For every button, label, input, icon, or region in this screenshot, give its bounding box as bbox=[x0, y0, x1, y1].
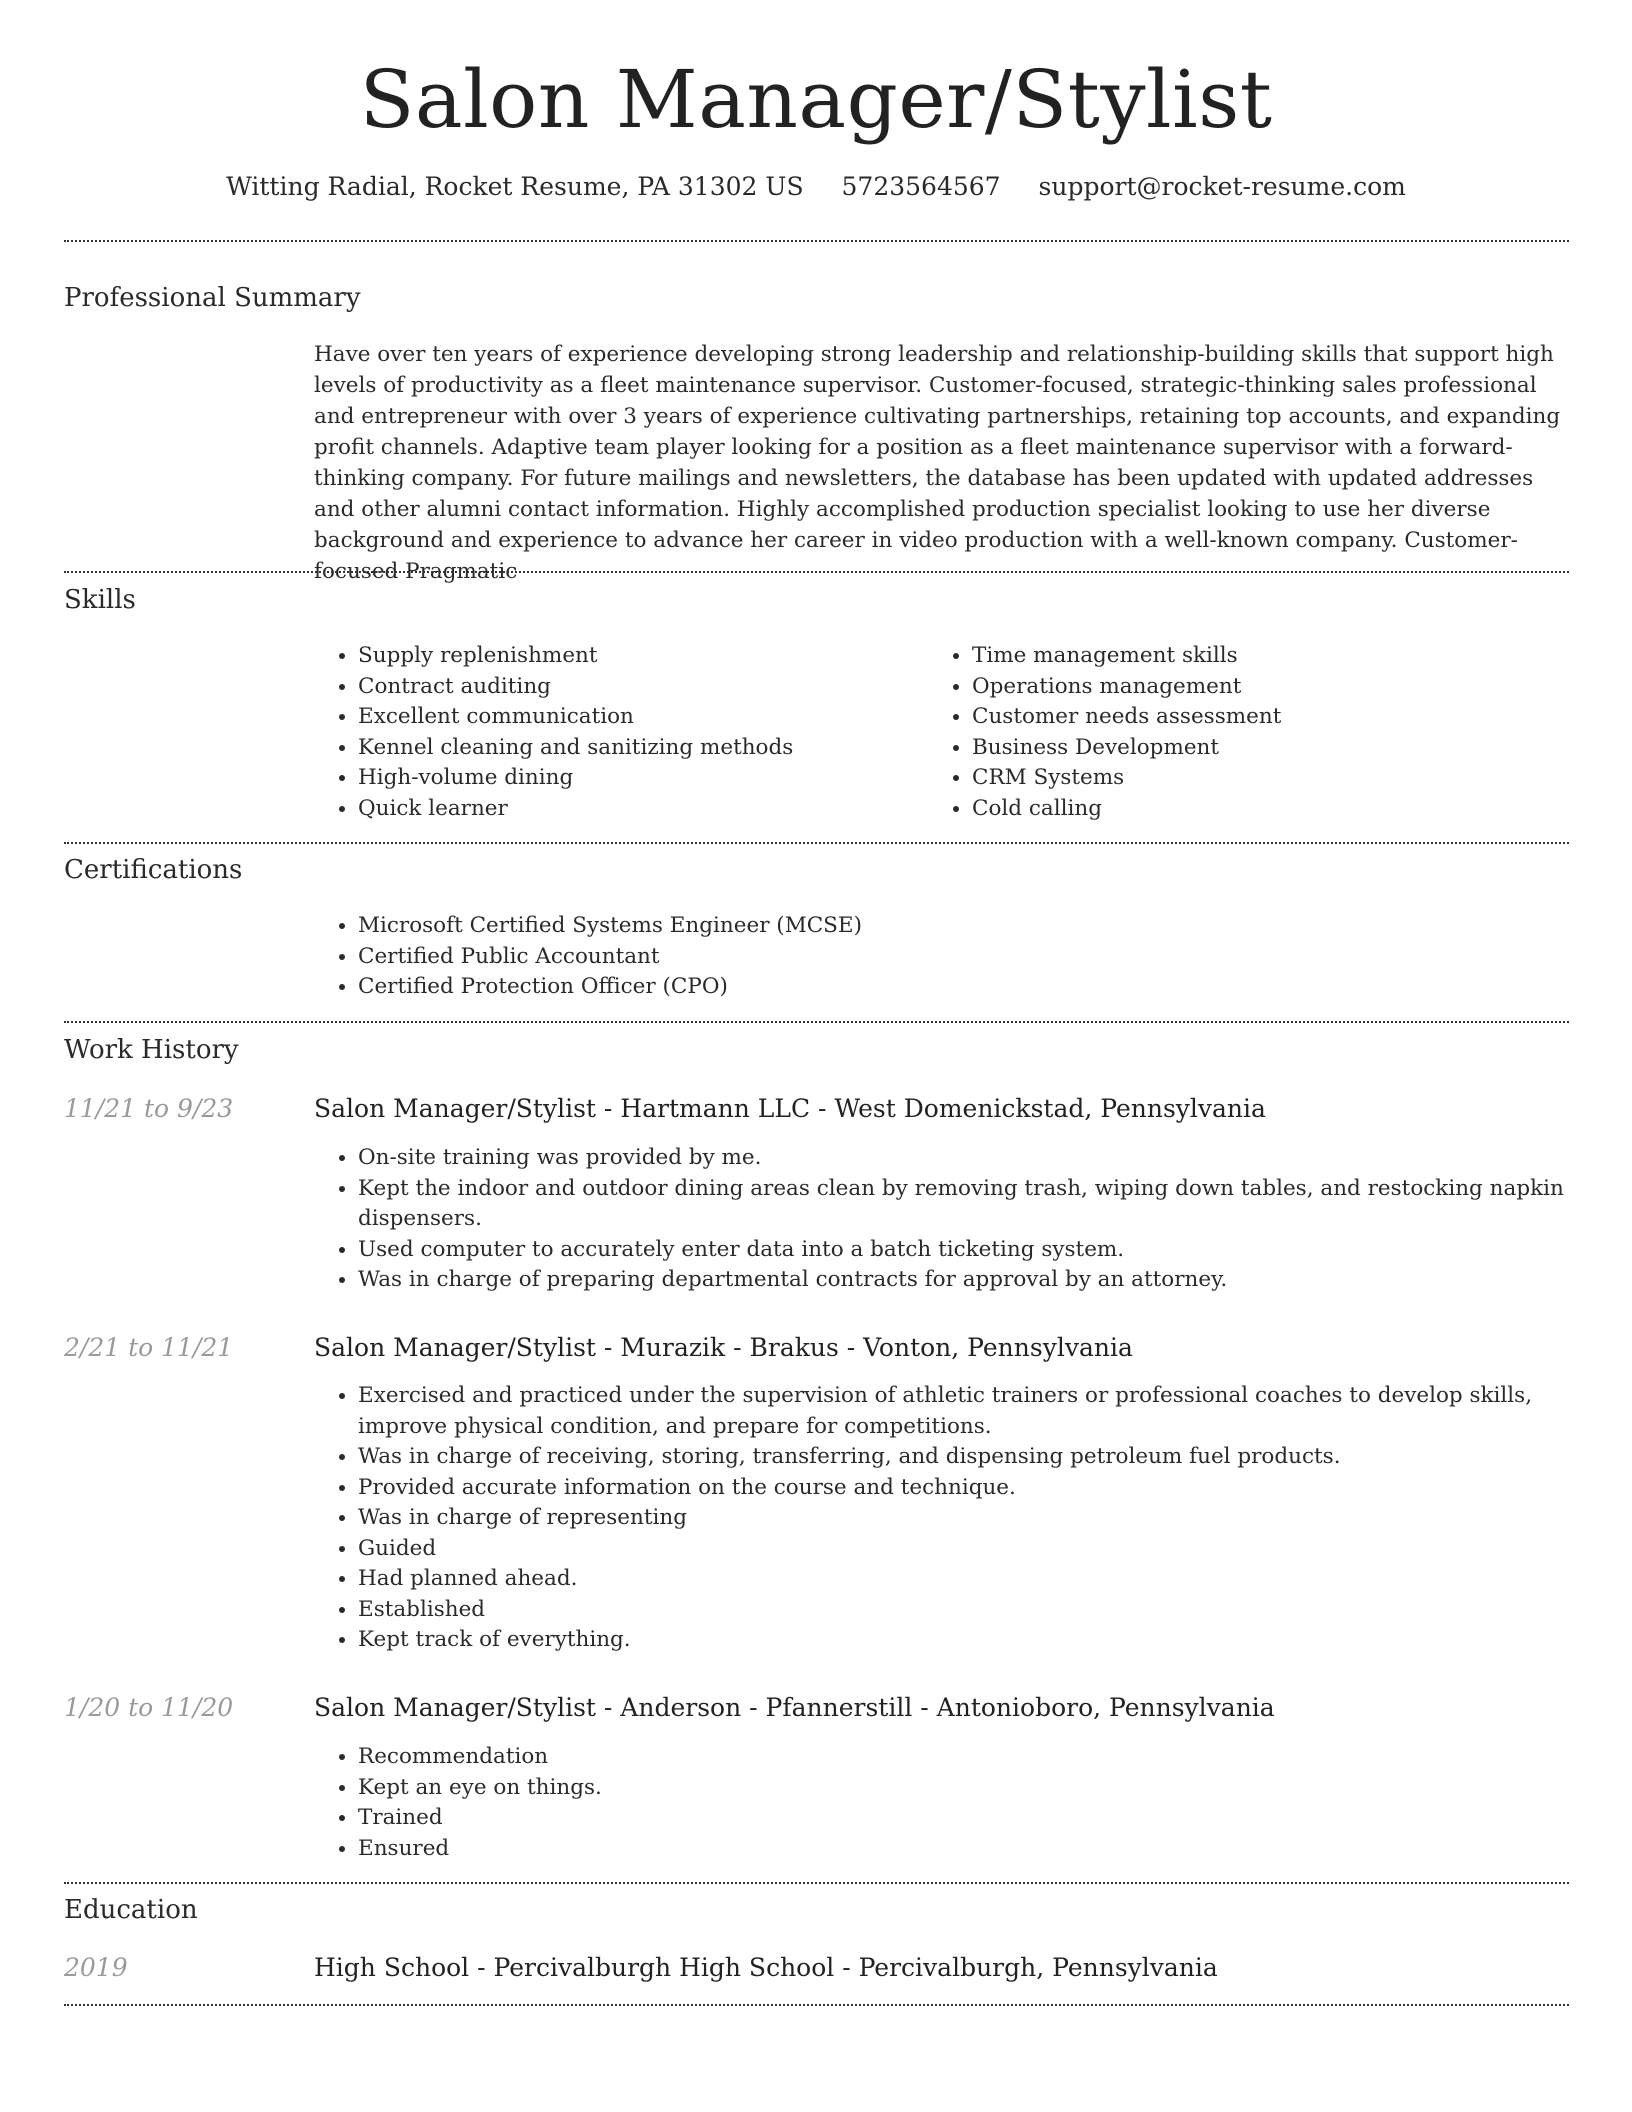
summary-text: Have over ten years of experience developing strong leadership and relationship-building skills that support high levels of productivity as a fleet maintenance supervisor. Customer-focused, strategic-thinking sales professional and entrepreneur with over 3 years of experience cultivating partnerships, retaining top accounts, and expanding profit channels. Adaptive team player looking for a position as a fleet maintenance supervisor with a forward-thinking company. For future mailings and newsletters, the database has been updated with updated addresses and other alumni contact information. Highly accomplished production specialist looking to use her diverse background and experience to advance her career in video production with a well-known company. Customer-focused Pragmatic bbox=[314, 342, 1561, 584]
skill-item: • Excellent communication bbox=[358, 702, 924, 733]
skill-item: • Quick learner bbox=[358, 794, 924, 825]
certification-item: • Microsoft Certified Systems Engineer (MCSE) bbox=[358, 911, 1569, 942]
job-bullet: • Kept an eye on things. bbox=[358, 1773, 1569, 1804]
contact-address: Witting Radial, Rocket Resume, PA 31302 US bbox=[226, 172, 804, 201]
contact-email: support@rocket-resume.com bbox=[1038, 172, 1406, 201]
certification-item: • Certified Public Accountant bbox=[358, 942, 1569, 973]
skill-item: • Kennel cleaning and sanitizing methods bbox=[358, 733, 924, 764]
job-heading: Salon Manager/Stylist - Anderson - Pfannerstill - Antonioboro, Pennsylvania bbox=[314, 1693, 1275, 1722]
job-bullet: • Exercised and practiced under the supervision of athletic trainers or professional coaches to develop skills, improve physical condition, and prepare for competitions. bbox=[358, 1381, 1569, 1442]
skill-item: • Business Development bbox=[972, 733, 1568, 764]
job-dates: 1/20 to 11/20 bbox=[64, 1693, 234, 1722]
section-title-certifications: Certifications bbox=[64, 855, 243, 885]
job-bullets bbox=[314, 1143, 1569, 1296]
skill-item: • CRM Systems bbox=[972, 763, 1568, 794]
divider bbox=[64, 240, 1569, 242]
job-bullet: • On-site training was provided by me. bbox=[358, 1143, 1569, 1174]
skill-item: • High-volume dining bbox=[358, 763, 924, 794]
job-bullets bbox=[314, 1381, 1569, 1656]
job-dates: 11/21 to 9/23 bbox=[64, 1094, 234, 1123]
divider bbox=[64, 2004, 1569, 2006]
job-bullet: • Used computer to accurately enter data into a batch ticketing system. bbox=[358, 1235, 1569, 1266]
job-bullet: • Ensured bbox=[358, 1834, 1569, 1865]
divider bbox=[64, 1882, 1569, 1884]
section-title-summary: Professional Summary bbox=[64, 283, 361, 313]
job-dates: 2/21 to 11/21 bbox=[64, 1333, 234, 1362]
education-date: 2019 bbox=[64, 1953, 128, 1982]
skill-item: • Customer needs assessment bbox=[972, 702, 1568, 733]
contact-line bbox=[0, 170, 1632, 204]
job-bullet: • Had planned ahead. bbox=[358, 1564, 1569, 1595]
candidate-name: Salon Manager/Stylist bbox=[359, 53, 1273, 146]
job-bullet: • Trained bbox=[358, 1803, 1569, 1834]
job-bullet: • Provided accurate information on the course and technique. bbox=[358, 1473, 1569, 1504]
section-title-skills: Skills bbox=[64, 585, 136, 615]
job-bullet: • Recommendation bbox=[358, 1742, 1569, 1773]
job-bullet: • Guided bbox=[358, 1534, 1569, 1565]
divider bbox=[64, 1021, 1569, 1023]
job-bullet: • Established bbox=[358, 1595, 1569, 1626]
skill-item: • Contract auditing bbox=[358, 672, 924, 703]
certification-item: • Certified Protection Officer (CPO) bbox=[358, 972, 1569, 1003]
job-bullet: • Kept the indoor and outdoor dining areas clean by removing trash, wiping down tables, and restocking napkin dispensers. bbox=[358, 1174, 1569, 1235]
job-heading: Salon Manager/Stylist - Hartmann LLC - West Domenickstad, Pennsylvania bbox=[314, 1094, 1266, 1123]
job-bullet: • Was in charge of representing bbox=[358, 1503, 1569, 1534]
divider bbox=[64, 842, 1569, 844]
job-bullet: • Was in charge of preparing departmental contracts for approval by an attorney. bbox=[358, 1265, 1569, 1296]
job-heading: Salon Manager/Stylist - Murazik - Brakus - Vonton, Pennsylvania bbox=[314, 1333, 1133, 1362]
skill-item: • Time management skills bbox=[972, 641, 1568, 672]
skills-column-left bbox=[314, 641, 924, 824]
divider bbox=[64, 571, 1569, 573]
skill-item: • Operations management bbox=[972, 672, 1568, 703]
skills-column-right bbox=[928, 641, 1568, 824]
section-title-education: Education bbox=[64, 1895, 198, 1925]
job-bullet: • Was in charge of receiving, storing, transferring, and dispensing petroleum fuel products. bbox=[358, 1442, 1569, 1473]
certifications-list bbox=[314, 911, 1569, 1003]
contact-phone: 5723564567 bbox=[841, 172, 1001, 201]
job-bullet: • Kept track of everything. bbox=[358, 1625, 1569, 1656]
skill-item: • Cold calling bbox=[972, 794, 1568, 825]
job-bullets bbox=[314, 1742, 1569, 1864]
education-heading: High School - Percivalburgh High School - Percivalburgh, Pennsylvania bbox=[314, 1953, 1218, 1982]
section-title-work-history: Work History bbox=[64, 1035, 239, 1065]
skill-item: • Supply replenishment bbox=[358, 641, 924, 672]
